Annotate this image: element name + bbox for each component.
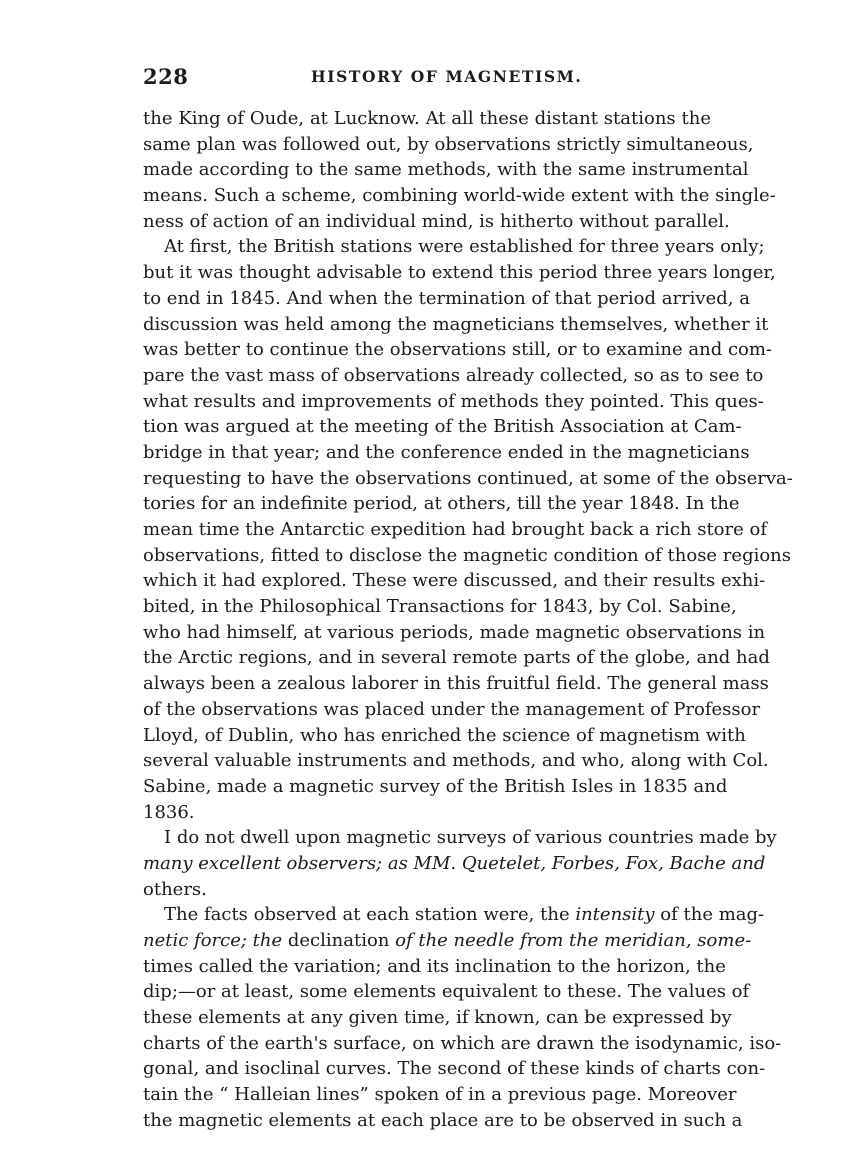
text-run: discussed (463, 570, 553, 592)
text-line (143, 491, 740, 517)
page-number: 228 (143, 64, 189, 89)
text-run: which it had explored. These were (143, 570, 464, 592)
text-line (143, 183, 776, 209)
text-run: to the horizon, (551, 955, 697, 977)
running-head (143, 64, 711, 94)
text-run: tion was argued at the meeting of the British Association at Cam- (143, 416, 742, 438)
text-line (143, 389, 764, 415)
body-text (143, 106, 793, 1134)
text-line (143, 774, 728, 800)
text-line (143, 645, 770, 671)
text-line (143, 748, 769, 774)
text-run: and (199, 1058, 245, 1080)
text-run: what results and improvements of methods they pointed. This ques- (143, 390, 764, 412)
text-run: and its (381, 955, 455, 977)
text-run: I do not dwell upon magnetic surveys of various countries made by (164, 827, 777, 849)
text-run: who had himself, at various periods, made magnetic observations in (143, 621, 766, 643)
text-line (143, 800, 711, 826)
italic-text: intensity (575, 904, 655, 926)
text-line (143, 877, 711, 903)
text-line (143, 312, 769, 338)
text-run: the King of Oude, at Lucknow. At all these distant stations the (143, 108, 711, 129)
text-run: ;—or at least, some elements equivalent to these. The values of (171, 981, 750, 1003)
text-line (143, 209, 730, 235)
text-run: Sabine, made a magnetic survey of the British Isles in 1835 and (143, 775, 728, 797)
text-line (143, 234, 765, 260)
text-line (143, 337, 773, 363)
text-run: the magnetic elements at each place are to be observed in such a (143, 1109, 743, 1131)
italic-text: many excellent observers; as MM. Quetelet, Forbes, Fox, Bache and (143, 852, 766, 874)
text-line (143, 286, 750, 312)
text-run: of the mag- (654, 904, 765, 926)
italic-text: of the needle from the meridian, some- (389, 930, 752, 951)
text-run: observations, fitted to disclose the magnetic condition of those regions (143, 544, 792, 566)
text-run: Philosophical Transactions (259, 596, 505, 618)
text-run: bridge in that year; and the conference ended in the magneticians (143, 441, 750, 463)
text-run: pare the vast mass of observations already collected, so as to see to (143, 364, 764, 386)
text-run: made according to the same methods, with the same instrumental (143, 159, 749, 181)
text-run: discussion was held among the magneticians themselves, whether it (143, 313, 769, 335)
text-run: tain the “ Halleian lines” spoken of in a previous page. Moreover (143, 1084, 737, 1106)
text-run: these elements at any given time, if known, can be expressed by (143, 1007, 732, 1029)
text-run: others. (143, 878, 207, 900)
text-run: requesting to have the observations continued, at some of the observa- (143, 467, 793, 489)
text-line (143, 543, 792, 569)
text-run: means. Such a scheme, combining world-wide extent with the single- (143, 185, 776, 207)
text-run: for 1843, by Col. Sabine, (504, 596, 737, 618)
text-line (143, 1108, 743, 1134)
text-line (143, 260, 776, 286)
text-run: bited, in the (143, 596, 260, 618)
text-line (143, 157, 749, 183)
text-run: of the observations was placed under the management of Professor (143, 698, 761, 720)
text-line (143, 825, 777, 851)
text-line (143, 466, 793, 492)
running-title: HISTORY OF MAGNETISM. (311, 67, 583, 86)
text-line (143, 851, 766, 877)
text-line (143, 568, 766, 594)
text-line (143, 902, 765, 928)
text-line (143, 723, 746, 749)
text-line (143, 1005, 732, 1031)
text-line (143, 363, 764, 389)
text-run: The facts observed at each station were, the (164, 904, 576, 926)
text-run: isoclinal (244, 1058, 320, 1080)
text-line (143, 1056, 766, 1082)
text-run: gonal, (143, 1058, 200, 1080)
text-run: charts of the earth's surface, on which are drawn the (143, 1032, 636, 1054)
text-line (143, 132, 754, 158)
text-run: At first, the British stations were established for three years only; (164, 236, 765, 258)
text-run: always been a zealous laborer in this fruitful field. The general mass (143, 673, 769, 695)
text-run: the variation; (258, 955, 382, 977)
text-run: curves. The second of these kinds of charts con- (319, 1058, 766, 1080)
text-run: times called (143, 955, 259, 977)
text-run: Lloyd, of Dublin, who has enriched the science of magnetism with (143, 724, 746, 746)
text-line (143, 106, 711, 132)
text-run: to end in 1845. And when the termination of that period arrived, a (143, 287, 750, 309)
text-line (143, 954, 726, 980)
text-run: tories for an indefinite period, at others, till the year 1848. In the (143, 493, 740, 515)
text-run: but it was thought advisable to extend this period three years longer, (143, 262, 776, 284)
text-run: inclination (454, 955, 552, 977)
text-run: several valuable instruments and methods, and who, along with Col. (143, 750, 769, 772)
text-line (143, 414, 742, 440)
text-run: 1836. (143, 801, 195, 823)
text-line (143, 440, 750, 466)
text-run: , and their results exhi- (552, 570, 766, 592)
text-line (143, 928, 752, 954)
text-run: dip (143, 981, 172, 1003)
text-run: declination (287, 930, 390, 951)
text-run: ness of action of an individual mind, is hitherto without parallel. (143, 210, 730, 232)
text-line (143, 979, 750, 1005)
text-run: same plan was followed out, by observations strictly simultaneous, (143, 133, 754, 155)
italic-text: netic force; the (143, 930, 288, 951)
text-line (143, 1082, 737, 1108)
text-run: mean time the Antarctic expedition had brought back a rich store of (143, 519, 767, 540)
text-run: isodynamic, iso- (635, 1032, 782, 1054)
text-line (143, 1031, 782, 1057)
text-run: was better to continue the observations still, or to examine and com- (143, 339, 773, 361)
text-run: the Arctic regions, and in several remote parts of the globe, and had (143, 647, 770, 669)
text-line (143, 517, 767, 543)
text-line (143, 697, 761, 723)
text-run: the (696, 955, 726, 977)
text-line (143, 594, 737, 620)
text-line (143, 620, 766, 646)
text-line (143, 671, 769, 697)
